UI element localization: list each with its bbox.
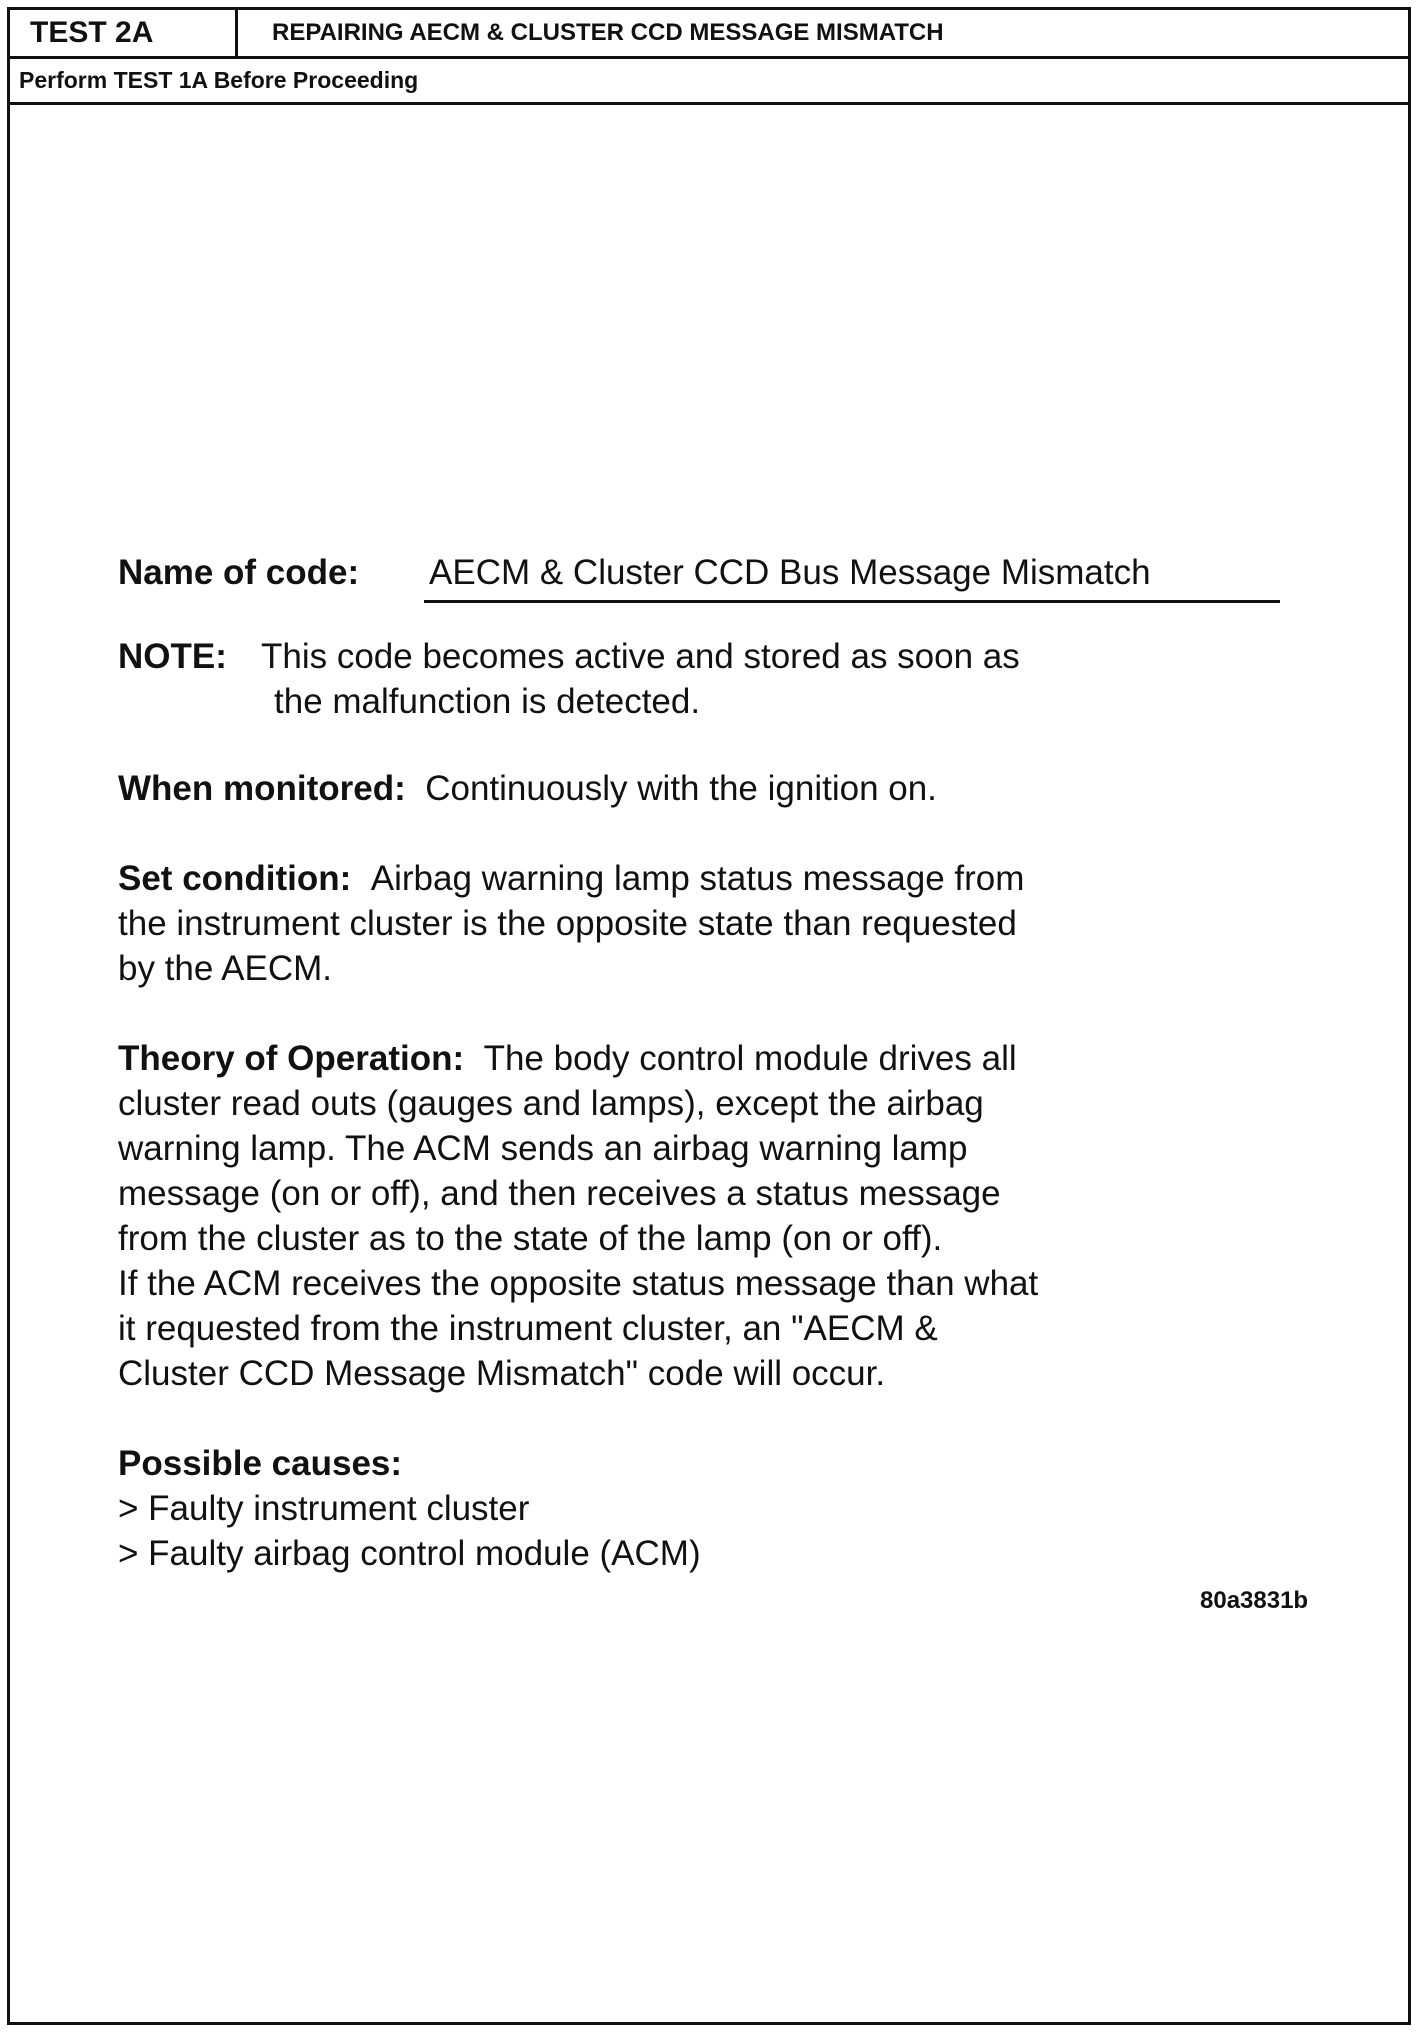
subheader-row [10, 59, 1408, 105]
code-name-row [118, 550, 1318, 606]
causes-label: Possible causes: [118, 1444, 403, 1483]
theory-label: Theory of Operation: [118, 1039, 465, 1078]
theory-block [118, 1036, 1318, 1396]
note-line-2: the malfunction is detected. [274, 682, 701, 721]
set-condition-block [118, 856, 1318, 991]
theory-line-4: message (on or off), and then receives a status message [118, 1174, 1001, 1213]
theory-line-1: The body control module drives all [483, 1039, 1017, 1078]
header-row [10, 10, 1408, 59]
theory-line-7: it requested from the instrument cluster, an "AECM & [118, 1309, 938, 1348]
theory-line-6: If the ACM receives the opposite status message than what [118, 1264, 1039, 1303]
causes-block [118, 1441, 1318, 1576]
set-condition-label: Set condition: [118, 859, 352, 898]
monitored-block [118, 766, 1318, 811]
code-description [118, 550, 1318, 1576]
code-name-underline [424, 600, 1280, 603]
test-title: REPAIRING AECM & CLUSTER CCD MESSAGE MISMATCH [272, 19, 944, 46]
monitored-label: When monitored: [118, 769, 406, 808]
note-label: NOTE: [118, 637, 227, 676]
note-block [118, 634, 1318, 724]
set-condition-line-1: Airbag warning lamp status message from [370, 859, 1025, 898]
test-label: TEST 2A [10, 10, 238, 56]
prerequisite-note: Perform TEST 1A Before Proceeding [19, 67, 419, 93]
monitored-text: Continuously with the ignition on. [425, 769, 937, 808]
theory-line-2: cluster read outs (gauges and lamps), except the airbag [118, 1084, 984, 1123]
set-condition-line-3: by the AECM. [118, 949, 332, 988]
code-name-label: Name of code: [118, 553, 360, 592]
theory-line-3: warning lamp. The ACM sends an airbag warning lamp [118, 1129, 968, 1168]
cause-item: > Faulty airbag control module (ACM) [118, 1534, 701, 1573]
figure-reference: 80a3831b [1200, 1587, 1309, 1614]
theory-line-5: from the cluster as to the state of the lamp (on or off). [118, 1219, 943, 1258]
cause-item: > Faulty instrument cluster [118, 1489, 530, 1528]
note-line-1: This code becomes active and stored as soon as [261, 637, 1020, 676]
code-name-value: AECM & Cluster CCD Bus Message Mismatch [429, 553, 1151, 592]
set-condition-line-2: the instrument cluster is the opposite state than requested [118, 904, 1017, 943]
theory-line-8: Cluster CCD Message Mismatch" code will occur. [118, 1354, 886, 1393]
